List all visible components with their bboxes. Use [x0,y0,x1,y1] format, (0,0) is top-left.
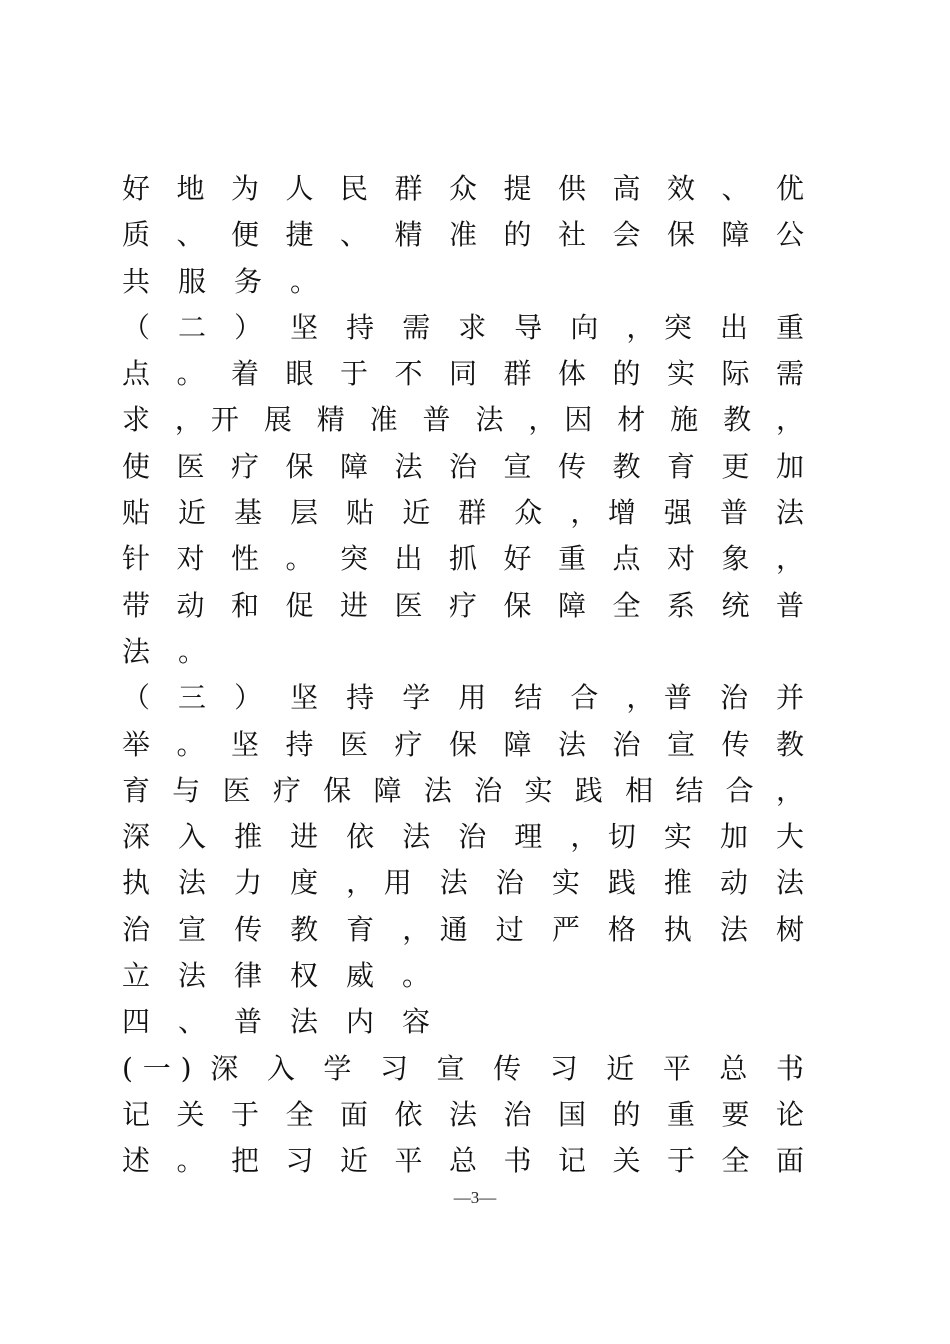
text-line: 针 对 性 。 突 出 抓 好 重 点 对 象 ， [122,542,804,576]
text-line: 点 。 着 眼 于 不 同 群 体 的 实 际 需 [122,357,804,391]
section-heading: 四、普法内容 [122,1005,459,1039]
text-line: 使 医 疗 保 障 法 治 宣 传 教 育 更 加 [122,449,804,483]
page-number: —3— [453,1188,497,1207]
text-line: 立法律权威。 [122,959,459,993]
text-line: 深 入 推 进 依 法 治 理 ，切 实 加 大 [122,820,804,854]
text-line: 记 关 于 全 面 依 法 治 国 的 重 要 论 [122,1097,804,1131]
text-line: 好 地 为 人 民 群 众 提 供 高 效 、 优 [122,172,804,205]
text-line: 述 。 把 习 近 平 总 书 记 关 于 全 面 [122,1144,804,1178]
body-text [122,166,804,1185]
text-line: 育 与 医 疗 保 障 法 治 实 践 相 结 合 ， [122,773,804,807]
text-line: 举 。 坚 持 医 疗 保 障 法 治 宣 传 教 [122,727,804,761]
text-line: 贴 近 基 层 贴 近 群 众 ，增 强 普 法 [122,496,804,530]
text-line: 带 动 和 促 进 医 疗 保 障 全 系 统 普 [122,588,804,622]
text-line: 法。 [122,634,235,668]
text-line: 求 ，开 展 精 准 普 法 ，因 材 施 教 ， [122,403,804,437]
text-line: （ 二 ） 坚 持 需 求 导 向 ，突 出 重 [122,310,804,344]
text-line: (一) 深 入 学 习 宣 传 习 近 平 总 书 [122,1051,804,1085]
text-line: （ 三 ） 坚 持 学 用 结 合 ，普 治 并 [122,681,804,715]
text-line: 共服务。 [122,264,347,298]
text-line: 治 宣 传 教 育 ，通 过 严 格 执 法 树 [122,912,804,946]
text-line: 质 、 便 捷 、 精 准 的 社 会 保 障 公 [122,218,804,252]
text-line: 执 法 力 度 ，用 法 治 实 践 推 动 法 [122,866,804,900]
